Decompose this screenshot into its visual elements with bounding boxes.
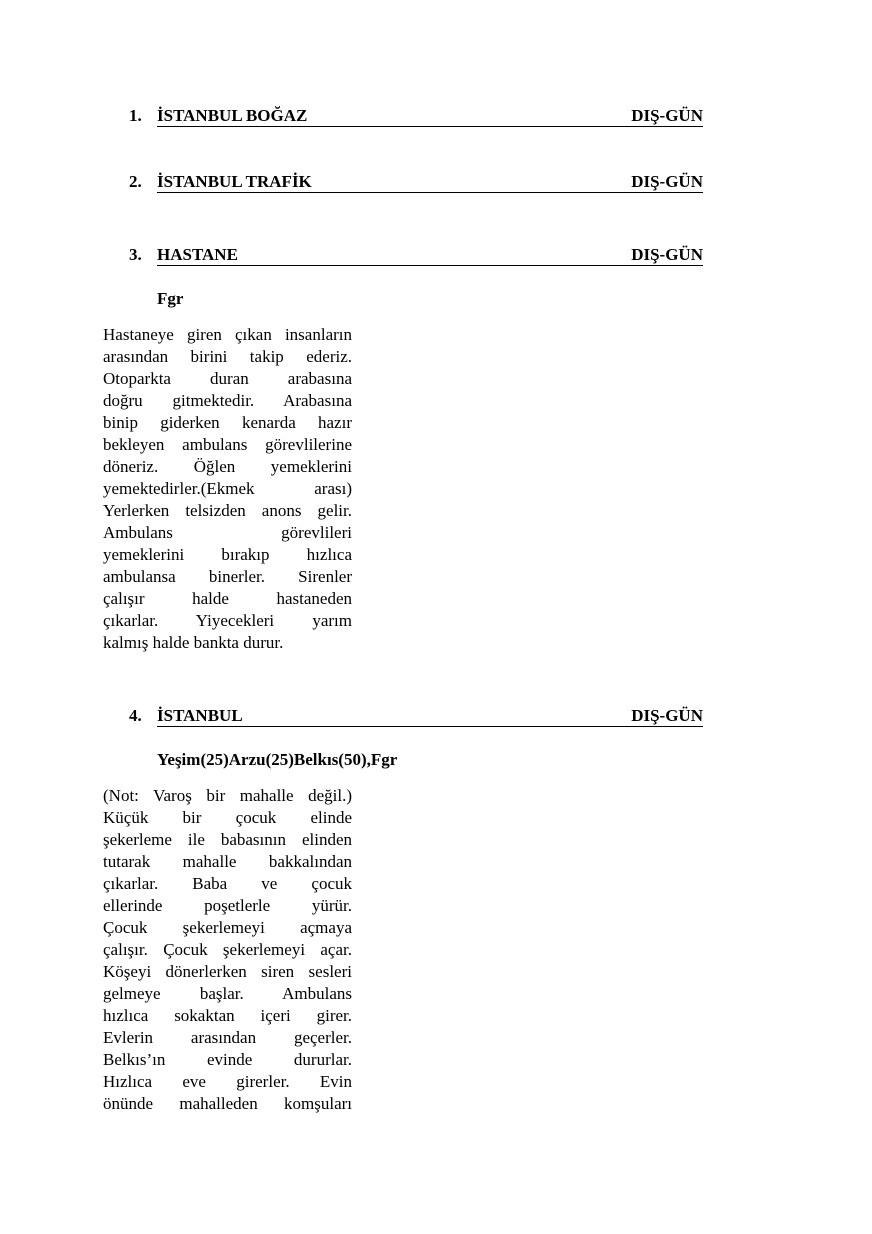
action-line: Otoparkta duran arabasına	[103, 369, 352, 388]
action-line: Hastaneye giren çıkan insanların	[103, 325, 352, 344]
scene-number: 2.	[129, 172, 142, 191]
scene-action-3	[103, 324, 352, 654]
action-line: döneriz. Öğlen yemeklerini	[103, 457, 352, 476]
action-line: çalışır halde hastaneden	[103, 589, 352, 608]
scene-time: DIŞ-GÜN	[631, 245, 703, 264]
scene-location: İSTANBUL	[157, 706, 243, 725]
action-line: ellerinde poşetlerle yürür.	[103, 896, 352, 915]
action-line: gelmeye başlar. Ambulans	[103, 984, 352, 1003]
scene-number: 4.	[129, 706, 142, 725]
action-line: Köşeyi dönerlerken siren sesleri	[103, 962, 352, 981]
action-line: bekleyen ambulans görevlilerine	[103, 435, 352, 454]
scene-heading-3	[129, 245, 703, 269]
scene-number: 1.	[129, 106, 142, 125]
action-line: doğru gitmektedir. Arabasına	[103, 391, 352, 410]
action-line: (Not: Varoş bir mahalle değil.)	[103, 786, 352, 805]
action-line: Hızlıca eve girerler. Evin	[103, 1072, 352, 1091]
scene-location: İSTANBUL BOĞAZ	[157, 106, 308, 125]
scene-time: DIŞ-GÜN	[631, 106, 703, 125]
action-line: çalışır. Çocuk şekerlemeyi açar.	[103, 940, 352, 959]
scene-heading-underline	[157, 245, 703, 266]
action-line: şekerleme ile babasının elinden	[103, 830, 352, 849]
action-line: hızlıca sokaktan içeri girer.	[103, 1006, 352, 1025]
action-line: Çocuk şekerlemeyi açmaya	[103, 918, 352, 937]
action-line: Küçük bir çocuk elinde	[103, 808, 352, 827]
scene-characters: Fgr	[157, 289, 184, 308]
scene-location: HASTANE	[157, 245, 238, 264]
action-line: yemektedirler.(Ekmek arası)	[103, 479, 352, 498]
action-line: yemeklerini bırakıp hızlıca	[103, 545, 352, 564]
scene-number: 3.	[129, 245, 142, 264]
action-line: tutarak mahalle bakkalından	[103, 852, 352, 871]
scene-location: İSTANBUL TRAFİK	[157, 172, 312, 191]
scene-characters: Yeşim(25)Arzu(25)Belkıs(50),Fgr	[157, 750, 398, 769]
scene-action-4	[103, 785, 352, 1115]
action-line: Belkıs’ın evinde dururlar.	[103, 1050, 352, 1069]
scene-heading-2	[129, 172, 703, 196]
action-line: kalmış halde bankta durur.	[103, 633, 284, 652]
action-line: çıkarlar. Baba ve çocuk	[103, 874, 352, 893]
scene-heading-4	[129, 706, 703, 730]
action-line: Ambulans görevlileri	[103, 523, 352, 542]
action-line: binip giderken kenarda hazır	[103, 413, 352, 432]
action-line: Yerlerken telsizden anons gelir.	[103, 501, 352, 520]
action-line: Evlerin arasından geçerler.	[103, 1028, 352, 1047]
action-line: çıkarlar. Yiyecekleri yarım	[103, 611, 352, 630]
scene-heading-underline	[157, 172, 703, 193]
action-line: arasından birini takip ederiz.	[103, 347, 352, 366]
action-line: ambulansa binerler. Sirenler	[103, 567, 352, 586]
scene-time: DIŞ-GÜN	[631, 172, 703, 191]
action-line: önünde mahalleden komşuları	[103, 1094, 352, 1113]
scene-heading-underline	[157, 706, 703, 727]
scene-time: DIŞ-GÜN	[631, 706, 703, 725]
scene-heading-1	[129, 106, 703, 130]
scene-heading-underline	[157, 106, 703, 127]
